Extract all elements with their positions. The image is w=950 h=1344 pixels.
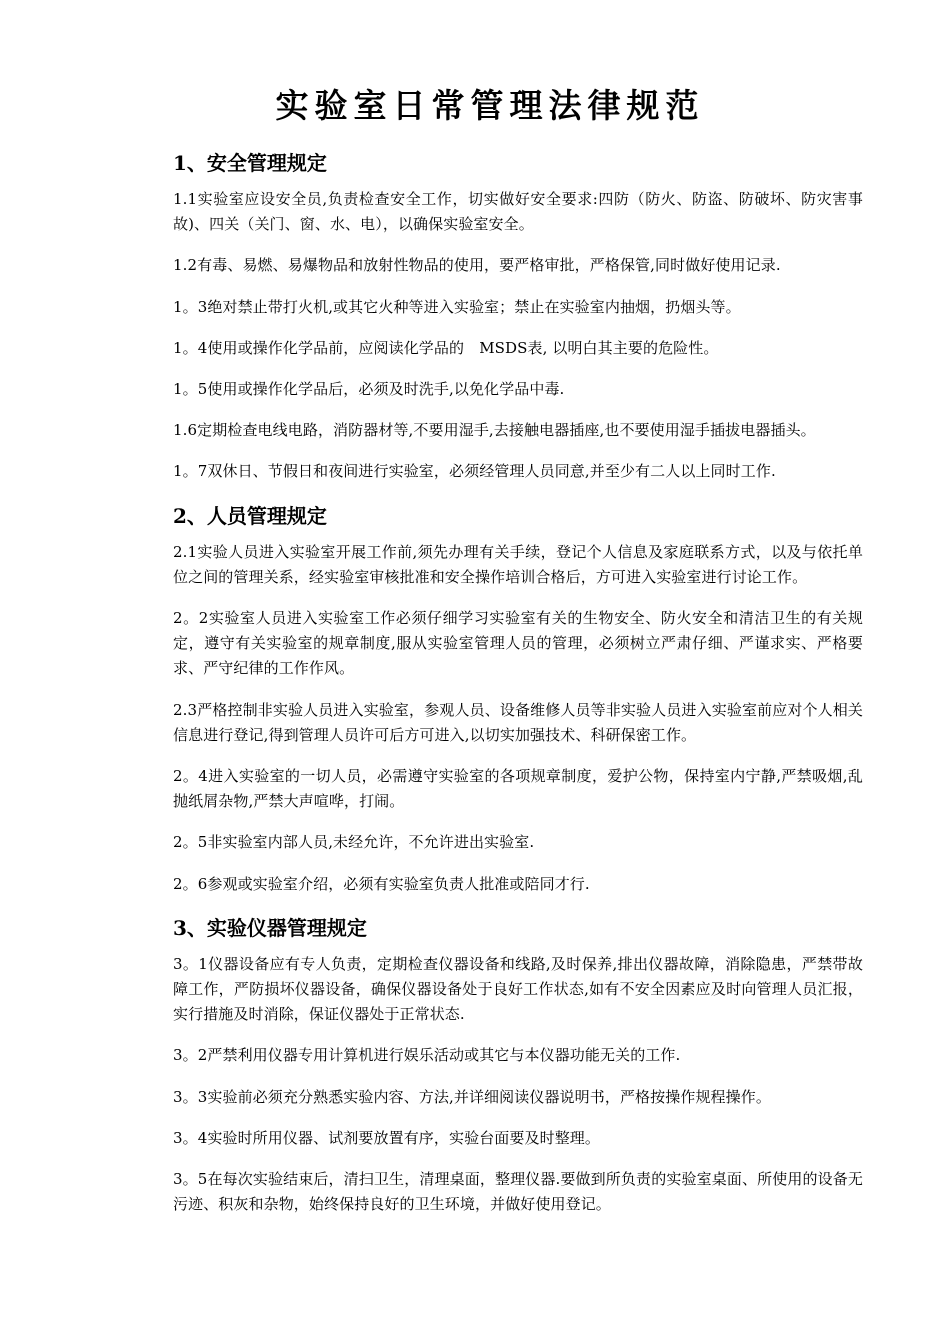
paragraph: 3。2严禁利用仪器专用计算机进行娱乐活动或其它与本仪器功能无关的工作. xyxy=(173,1046,681,1065)
paragraph: 1.6定期检查电线电路，消防器材等,不要用湿手,去接触电器插座,也不要使用湿手插拔电器插头。 xyxy=(173,421,816,440)
paragraph: 1.2有毒、易燃、易爆物品和放射性物品的使用，要严格审批，严格保管,同时做好使用记录. xyxy=(173,256,781,275)
paragraph: 1。3绝对禁止带打火机,或其它火种等进入实验室；禁止在实验室内抽烟，扔烟头等。 xyxy=(173,297,741,316)
section-safety xyxy=(173,148,863,485)
section-heading: 2、人员管理规定 xyxy=(173,503,327,528)
paragraph: 2。6参观或实验室介绍，必须有实验室负责人批准或陪同才行. xyxy=(173,874,590,893)
document-title: 实验室日常管理法律规范 xyxy=(275,86,705,125)
paragraph: 1。4使用或操作化学品前，应阅读化学品的 MSDS表, 以明白其主要的危险性。 xyxy=(173,338,719,357)
paragraph: 2。2实验室人员进入实验室工作必须仔细学习实验室有关的生物安全、防火安全和清洁卫生的有关规定，遵守有关实验室的规章制度,服从实验室管理人员的管理，必须树立严肃仔细、严谨求实、严格要求、严守纪律的工作作风。 xyxy=(173,609,863,678)
paragraph: 1。7双休日、节假日和夜间进行实验室，必须经管理人员同意,并至少有二人以上同时工作. xyxy=(173,462,776,481)
paragraph: 1.1实验室应设安全员,负责检查安全工作，切实做好安全要求:四防（防火、防盗、防破坏、防灾害事故)、四关（关门、窗、水、电），以确保实验室安全。 xyxy=(173,190,863,234)
document-body xyxy=(173,144,863,1233)
section-heading: 1、安全管理规定 xyxy=(173,151,327,175)
section-personnel xyxy=(173,501,863,897)
section-instruments xyxy=(173,913,863,1218)
paragraph: 3。5在每次实验结束后，清扫卫生，清理桌面，整理仪器.要做到所负责的实验室桌面、所使用的设备无污迹、积灰和杂物，始终保持良好的卫生环境，并做好使用登记。 xyxy=(173,1170,863,1214)
paragraph: 3。3实验前必须充分熟悉实验内容、方法,并详细阅读仪器说明书，严格按操作规程操作。 xyxy=(173,1087,771,1106)
paragraph: 2.3严格控制非实验人员进入实验室，参观人员、设备维修人员等非实验人员进入实验室前应对个人相关信息进行登记,得到管理人员许可后方可进入,以切实加强技术、科研保密工作。 xyxy=(173,700,863,744)
paragraph: 1。5使用或操作化学品后，必须及时洗手,以免化学品中毒. xyxy=(173,380,565,399)
paragraph: 2.1实验人员进入实验室开展工作前,须先办理有关手续，登记个人信息及家庭联系方式，以及与依托单位之间的管理关系，经实验室审核批准和安全操作培训合格后，方可进入实验室进行讨论工作。 xyxy=(173,542,863,586)
section-heading: 3、实验仪器管理规定 xyxy=(173,915,367,940)
paragraph: 2。4进入实验室的一切人员，必需遵守实验室的各项规章制度，爱护公物，保持室内宁静,严禁吸烟,乱抛纸屑杂物,严禁大声喧哗，打闹。 xyxy=(173,767,863,811)
paragraph: 3。1仪器设备应有专人负责，定期检查仪器设备和线路,及时保养,排出仪器故障，消除隐患，严禁带故障工作，严防损坏仪器设备，确保仪器设备处于良好工作状态,如有不安全因素应及时向管理人员汇报，实行措施及时消除，保证仪器处于正常状态. xyxy=(173,954,863,1024)
paragraph: 2。5非实验室内部人员,未经允许，不允许进出实验室. xyxy=(173,833,535,852)
paragraph: 3。4实验时所用仪器、试剂要放置有序，实验台面要及时整理。 xyxy=(173,1128,600,1147)
